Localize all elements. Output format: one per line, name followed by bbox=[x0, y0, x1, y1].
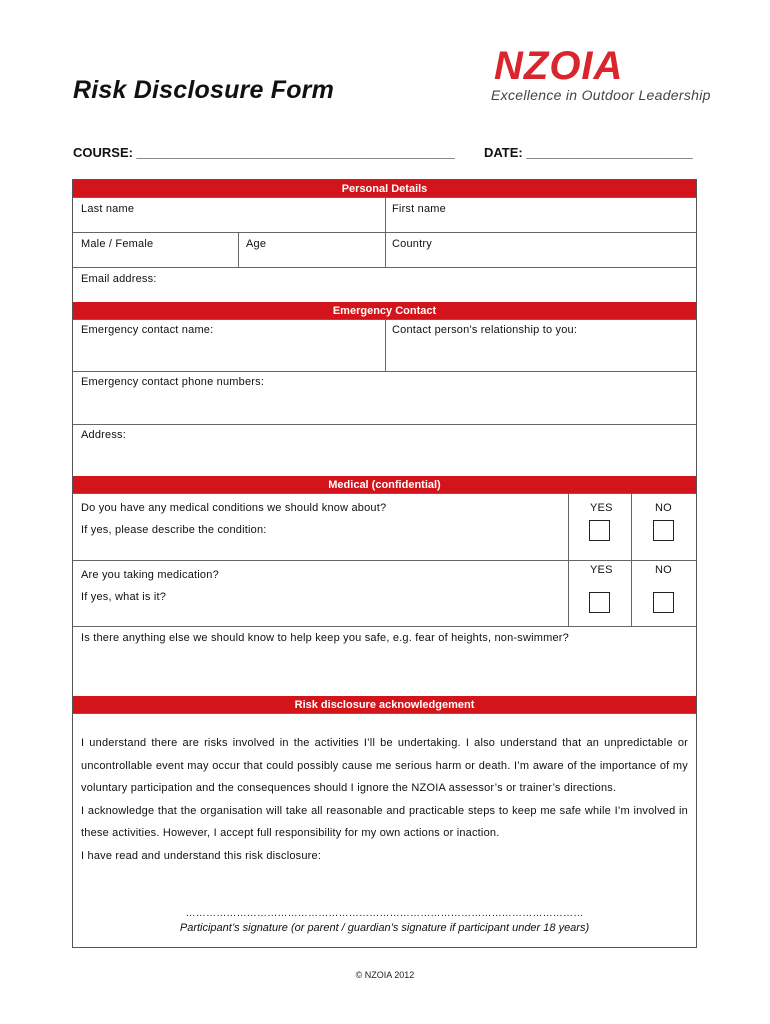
course-field[interactable]: COURSE: ____________________________________________ bbox=[73, 145, 455, 160]
medication-yes-checkbox[interactable] bbox=[589, 592, 610, 613]
medication-description-field[interactable]: If yes, what is it? bbox=[81, 591, 167, 603]
section-medical: Medical (confidential) bbox=[73, 476, 696, 493]
signature-caption: Participant’s signature (or parent / guardian’s signature if participant under 18 years) bbox=[179, 922, 590, 934]
date-field[interactable]: DATE: _______________________ bbox=[484, 145, 693, 160]
no-label: NO bbox=[655, 502, 672, 514]
medical-conditions-question: Do you have any medical conditions we should know about? bbox=[81, 502, 387, 514]
medical-conditions-no-checkbox[interactable] bbox=[653, 520, 674, 541]
section-emergency-contact: Emergency Contact bbox=[73, 302, 696, 319]
age-field[interactable]: Age bbox=[246, 238, 267, 250]
divider bbox=[238, 232, 239, 267]
emergency-contact-name-field[interactable]: Emergency contact name: bbox=[81, 324, 214, 336]
emergency-phone-field[interactable]: Emergency contact phone numbers: bbox=[81, 376, 265, 388]
other-safety-info-field[interactable]: Is there anything else we should know to help keep you safe, e.g. fear of heights, non-swimmer? bbox=[81, 632, 569, 644]
acknowledgement-paragraph: I have read and understand this risk disclosure: bbox=[81, 849, 322, 862]
address-field[interactable]: Address: bbox=[81, 429, 127, 441]
country-field[interactable]: Country bbox=[392, 238, 432, 250]
logo-tagline: Excellence in Outdoor Leadership bbox=[491, 87, 711, 103]
divider bbox=[385, 319, 386, 371]
section-risk-acknowledgement: Risk disclosure acknowledgement bbox=[73, 696, 696, 713]
signature-line[interactable]: ……………………………………………………………………………………………………… bbox=[185, 908, 584, 919]
divider bbox=[73, 267, 696, 268]
relationship-field[interactable]: Contact person’s relationship to you: bbox=[392, 324, 578, 336]
acknowledgement-text bbox=[81, 732, 688, 867]
divider bbox=[73, 713, 696, 714]
page-title: Risk Disclosure Form bbox=[73, 76, 335, 104]
acknowledgement-paragraph: I acknowledge that the organisation will take all reasonable and practicable steps to keep me safe while I’m involved in these activities. However, I accept full responsibility for my own actions or inaction. bbox=[81, 804, 688, 839]
divider bbox=[73, 424, 696, 425]
divider bbox=[73, 232, 696, 233]
risk-form bbox=[72, 179, 697, 948]
last-name-field[interactable]: Last name bbox=[81, 203, 135, 215]
yes-label: YES bbox=[590, 564, 613, 576]
yes-label: YES bbox=[590, 502, 613, 514]
acknowledgement-paragraph: I understand there are risks involved in the activities I’ll be undertaking. I also understand that an unpredictable or uncontrollable event may occur that could possibly cause me serious harm or death. I’m aware of the importance of my voluntary participation and the consequences should I ignore the NZOIA assessor’s or trainer’s directions. bbox=[81, 737, 688, 794]
no-label: NO bbox=[655, 564, 672, 576]
logo-wordmark: NZOIA bbox=[494, 44, 624, 88]
divider bbox=[73, 626, 696, 627]
medical-conditions-yes-checkbox[interactable] bbox=[589, 520, 610, 541]
first-name-field[interactable]: First name bbox=[392, 203, 446, 215]
medication-no-checkbox[interactable] bbox=[653, 592, 674, 613]
divider bbox=[73, 493, 696, 494]
divider bbox=[73, 371, 696, 372]
email-field[interactable]: Email address: bbox=[81, 273, 157, 285]
divider bbox=[73, 560, 696, 561]
copyright-footer: © NZOIA 2012 bbox=[355, 970, 415, 980]
nzoia-logo bbox=[490, 44, 711, 108]
medication-question: Are you taking medication? bbox=[81, 569, 219, 581]
medical-conditions-description-field[interactable]: If yes, please describe the condition: bbox=[81, 524, 267, 536]
gender-field[interactable]: Male / Female bbox=[81, 238, 154, 250]
section-personal-details: Personal Details bbox=[73, 180, 696, 197]
